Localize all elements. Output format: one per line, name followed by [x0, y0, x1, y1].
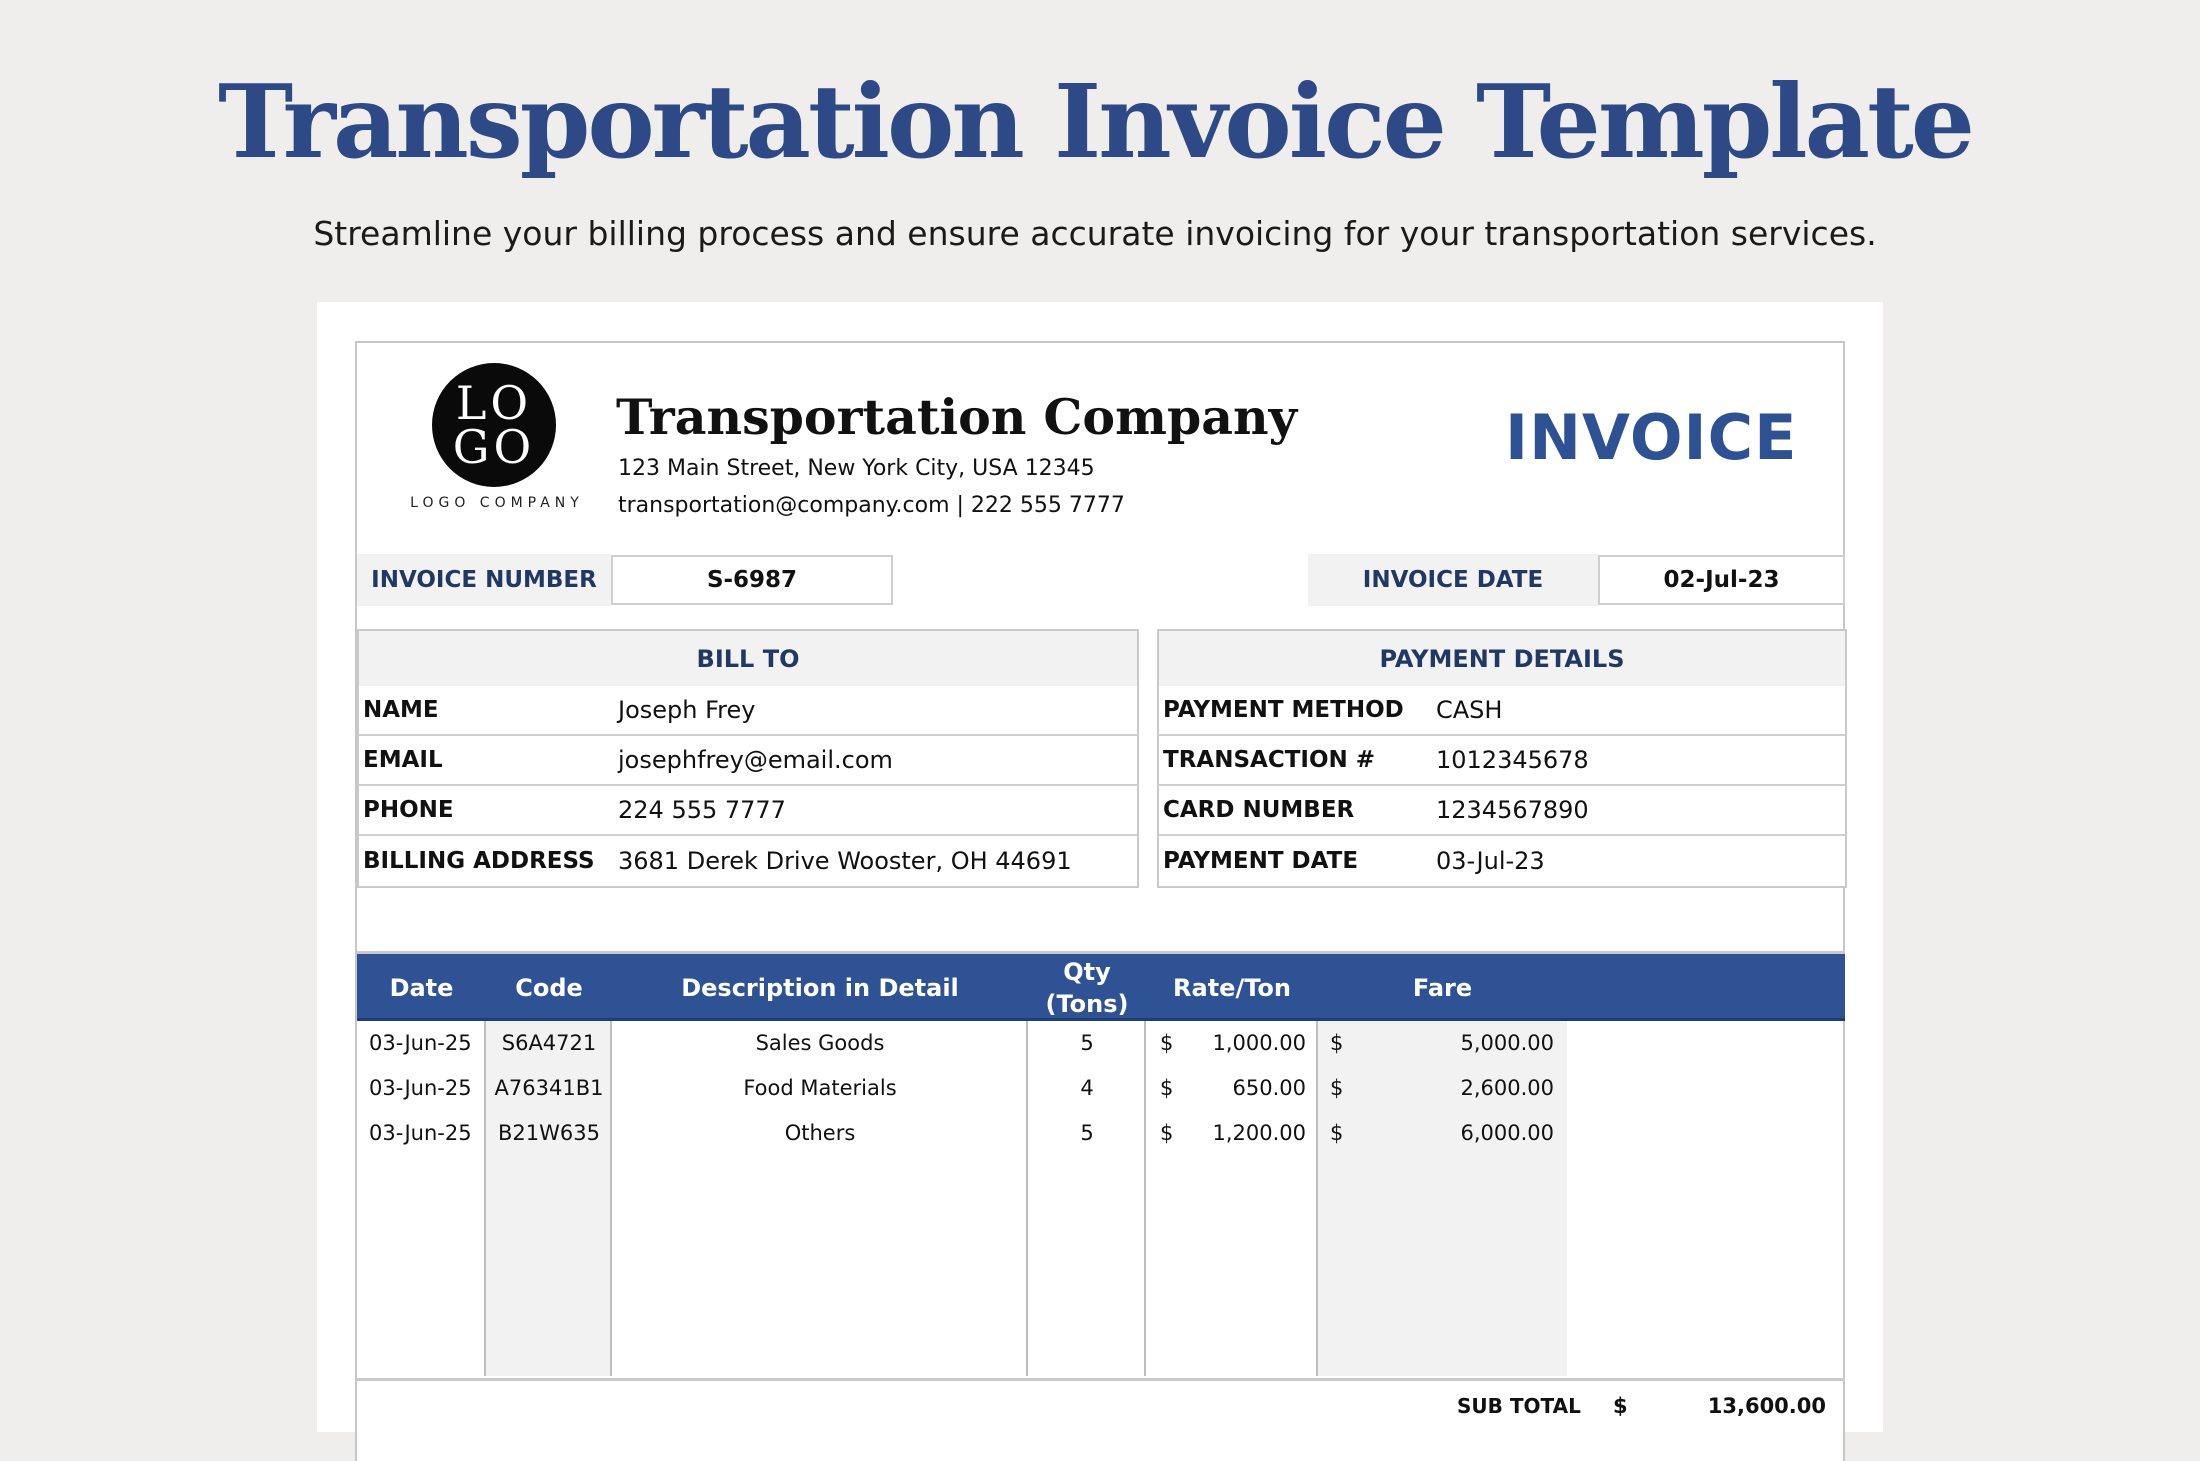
company-name: Transportation Company	[616, 388, 1298, 446]
payment-label: PAYMENT METHOD	[1163, 697, 1404, 723]
bill-to-title: BILL TO	[359, 631, 1137, 686]
subtotal-value: 13,600.00	[1707, 1394, 1826, 1418]
invoice-date-label: INVOICE DATE	[1308, 554, 1598, 606]
payment-details-title: PAYMENT DETAILS	[1159, 631, 1845, 686]
row-code: S6A4721	[501, 1031, 597, 1055]
items-table-header	[357, 951, 1845, 1021]
invoice-sheet	[317, 302, 1883, 1432]
page-title: Transportation Invoice Template	[217, 62, 1973, 181]
subtotal-row	[357, 1378, 1845, 1438]
payment-row-transaction	[1159, 736, 1845, 786]
row-qty: 5	[1080, 1031, 1094, 1055]
row-code: B21W635	[498, 1121, 600, 1145]
bill-to-email-value[interactable]: josephfrey@email.com	[618, 746, 893, 774]
invoice-number-label: INVOICE NUMBER	[357, 554, 611, 606]
payment-details-panel	[1157, 629, 1847, 888]
items-table-body	[357, 1021, 1845, 1376]
bill-to-label: NAME	[363, 697, 439, 723]
bill-to-name-value[interactable]: Joseph Frey	[618, 696, 756, 724]
payment-label: PAYMENT DATE	[1163, 848, 1359, 874]
bill-to-address-value[interactable]: 3681 Derek Drive Wooster, OH 44691	[618, 847, 1072, 875]
invoice-heading: INVOICE	[1505, 401, 1798, 474]
col-header-rate: Rate/Ton	[1173, 973, 1291, 1002]
col-header-code: Code	[515, 973, 583, 1002]
row-fare-currency: $	[1330, 1076, 1344, 1100]
col-qty	[1028, 1021, 1146, 1376]
row-description: Others	[784, 1121, 856, 1145]
payment-method-value[interactable]: CASH	[1436, 696, 1503, 724]
logo-mark	[432, 363, 556, 487]
row-code: A76341B1	[494, 1076, 604, 1100]
logo-line-1: LO	[455, 376, 533, 430]
col-header-qty-line2: (Tons)	[1045, 989, 1129, 1018]
col-fare	[1318, 1021, 1567, 1376]
bill-to-phone-value[interactable]: 224 555 7777	[618, 796, 786, 824]
bill-to-row-phone	[359, 786, 1137, 836]
payment-date-value[interactable]: 03-Jul-23	[1436, 847, 1545, 875]
payment-label: TRANSACTION #	[1163, 747, 1376, 773]
payment-row-date	[1159, 836, 1845, 886]
company-contact: transportation@company.com | 222 555 7777	[618, 493, 1125, 518]
col-date	[357, 1021, 486, 1376]
payment-row-method	[1159, 686, 1845, 736]
row-fare: 6,000.00	[1460, 1121, 1554, 1145]
subtotal-label: SUB TOTAL	[1457, 1394, 1581, 1418]
transaction-number-value[interactable]: 1012345678	[1436, 746, 1589, 774]
col-header-qty	[1028, 954, 1146, 1021]
invoice-date-field[interactable]: 02-Jul-23	[1598, 555, 1845, 605]
col-header-description: Description in Detail	[681, 973, 959, 1002]
bill-to-panel	[357, 629, 1139, 888]
row-rate-currency: $	[1160, 1031, 1174, 1055]
col-header-fare: Fare	[1412, 973, 1473, 1002]
bill-to-label: BILLING ADDRESS	[363, 848, 595, 874]
payment-label: CARD NUMBER	[1163, 797, 1355, 823]
logo-caption: LOGO COMPANY	[410, 495, 584, 511]
bill-to-row-name	[359, 686, 1137, 736]
logo-line-2: GO	[452, 420, 536, 474]
row-rate: 1,000.00	[1212, 1031, 1306, 1055]
row-description: Sales Goods	[755, 1031, 885, 1055]
company-address: 123 Main Street, New York City, USA 12345	[618, 456, 1095, 481]
invoice-number-field[interactable]: S-6987	[611, 555, 893, 605]
bill-to-label: EMAIL	[363, 747, 443, 773]
row-date: 03-Jun-25	[369, 1076, 472, 1100]
invoice-frame	[355, 341, 1845, 1461]
row-fare: 5,000.00	[1460, 1031, 1554, 1055]
col-rate	[1146, 1021, 1318, 1376]
row-qty: 4	[1080, 1076, 1094, 1100]
bill-to-row-email	[359, 736, 1137, 786]
row-rate: 650.00	[1232, 1076, 1306, 1100]
col-description	[612, 1021, 1028, 1376]
row-fare-currency: $	[1330, 1031, 1344, 1055]
row-description: Food Materials	[743, 1076, 897, 1100]
row-date: 03-Jun-25	[369, 1121, 472, 1145]
row-rate-currency: $	[1160, 1076, 1174, 1100]
payment-row-card	[1159, 786, 1845, 836]
page-subtitle: Streamline your billing process and ensure accurate invoicing for your transportation services.	[313, 214, 1877, 253]
bill-to-row-address	[359, 836, 1137, 886]
col-code	[486, 1021, 612, 1376]
subtotal-currency: $	[1613, 1394, 1628, 1418]
row-rate: 1,200.00	[1212, 1121, 1306, 1145]
col-header-qty-line1: Qty	[1063, 957, 1111, 986]
bill-to-label: PHONE	[363, 797, 454, 823]
row-fare: 2,600.00	[1460, 1076, 1554, 1100]
col-header-date: Date	[389, 973, 454, 1002]
card-number-value[interactable]: 1234567890	[1436, 796, 1589, 824]
row-qty: 5	[1080, 1121, 1094, 1145]
row-fare-currency: $	[1330, 1121, 1344, 1145]
row-rate-currency: $	[1160, 1121, 1174, 1145]
row-date: 03-Jun-25	[369, 1031, 472, 1055]
